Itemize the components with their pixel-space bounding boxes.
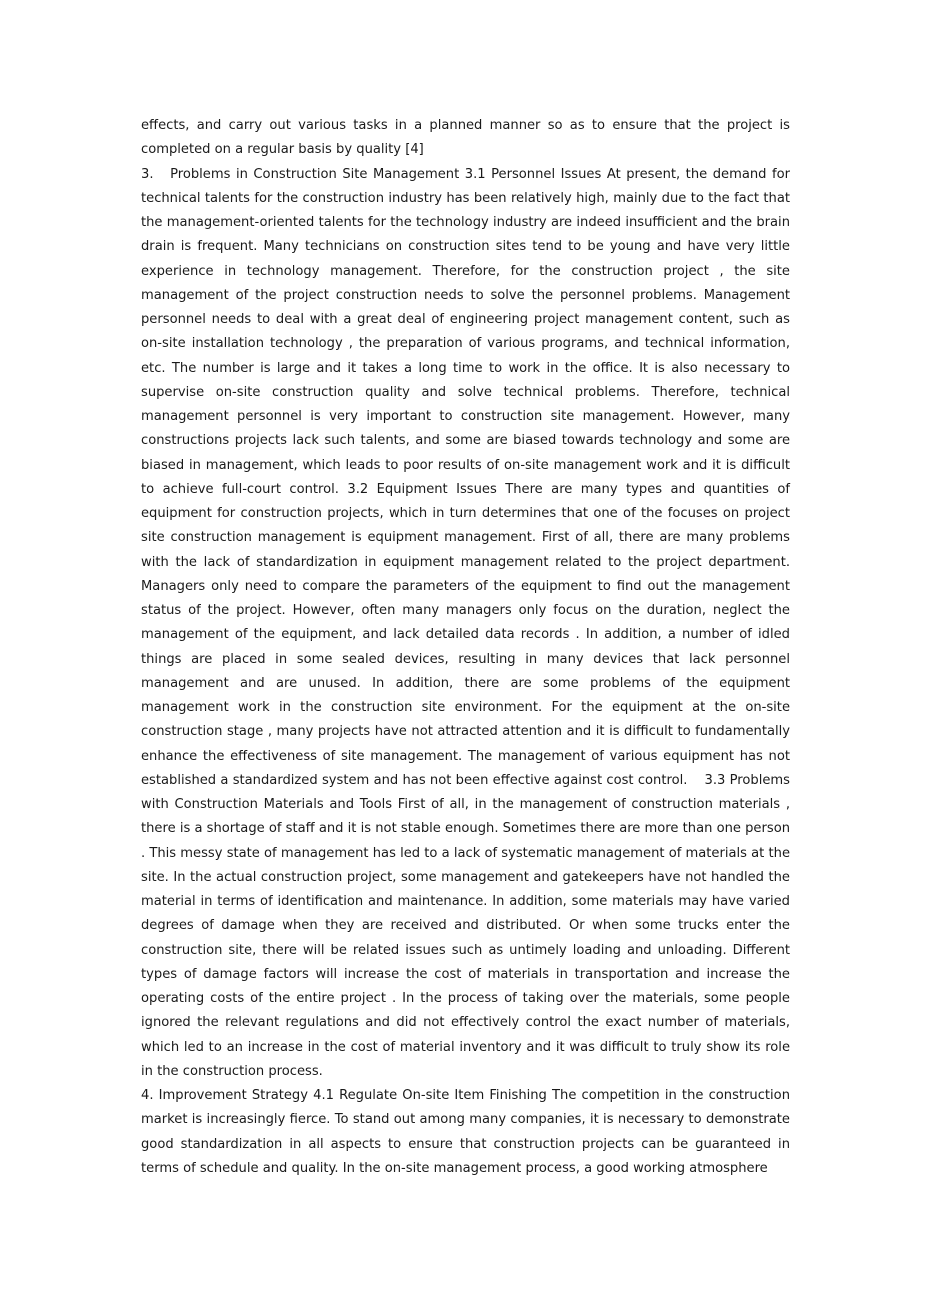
paragraph-section-3-problems: 3. Problems in Construction Site Management 3.1 Personnel Issues At present, the demand for technical talents for the construction industry has been relatively high, mainly due to the fact that the management-oriented talents for the technology industry are indeed insufficient and the brain drain is frequent. Many technicians on construction sites tend to be young and have very little experience in technology management. Therefore, for the construction project , the site management of the project construction needs to solve the personnel problems. Management personnel needs to deal with a great deal of engineering project management content, such as on-site installation technology , the preparation of various programs, and technical information, etc. The number is large and it takes a long time to work in the office. It is also necessary to supervise on-site construction quality and solve technical problems. Therefore, technical management personnel is very important to construction site management. However, many constructions projects lack such talents, and some are biased towards technology and some are biased in management, which leads to poor results of on-site management work and it is difficult to achieve full-court control. 3.2 Equipment Issues There are many types and quantities of equipment for construction projects, which in turn determines that one of the focuses on project site construction management is equipment management. First of all, there are many problems with the lack of standardization in equipment management related to the project department. Managers only need to compare the parameters of the equipment to find out the management status of the project. However, often many managers only focus on the duration, neglect the management of the equipment, and lack detailed data records . In addition, a number of idled things are placed in some sealed devices, resulting in many devices that lack personnel management and are unused. In addition, there are some problems of the equipment management work in the construction site environment. For the equipment at the on-site construction stage , many projects have not attracted attention and it is difficult to fundamentally enhance the effectiveness of site management. The management of various equipment has not established a standardized system and has not been effective against cost control. 3.3 Problems with Construction Materials and Tools First of all, in the management of construction materials , there is a shortage of staff and it is not stable enough. Sometimes there are more than one person . This messy state of management has led to a lack of systematic management of materials at the site. In the actual construction project, some management and gatekeepers have not handled the material in terms of identification and maintenance. In addition, some materials may have varied degrees of damage when they are received and distributed. Or when some trucks enter the construction site, there will be related issues such as untimely loading and unloading. Different types of damage factors will increase the cost of materials in transportation and increase the operating costs of the entire project . In the process of taking over the materials, some people ignored the relevant regulations and did not effectively control the exact number of materials, which led to an increase in the cost of material inventory and it was difficult to truly show its role in the construction process. bbox=[141, 166, 790, 1079]
document-page bbox=[141, 114, 790, 1181]
paragraph-continuation: effects, and carry out various tasks in a planned manner so as to ensure that the project is completed on a regular basis by quality [4] bbox=[141, 118, 790, 158]
paragraph-section-4-improvement: 4. Improvement Strategy 4.1 Regulate On-site Item Finishing The competition in the construction market is increasingly fierce. To stand out among many companies, it is necessary to demonstrate good standardization in all aspects to ensure that construction projects can be guaranteed in terms of schedule and quality. In the on-site management process, a good working atmosphere bbox=[141, 1088, 790, 1176]
